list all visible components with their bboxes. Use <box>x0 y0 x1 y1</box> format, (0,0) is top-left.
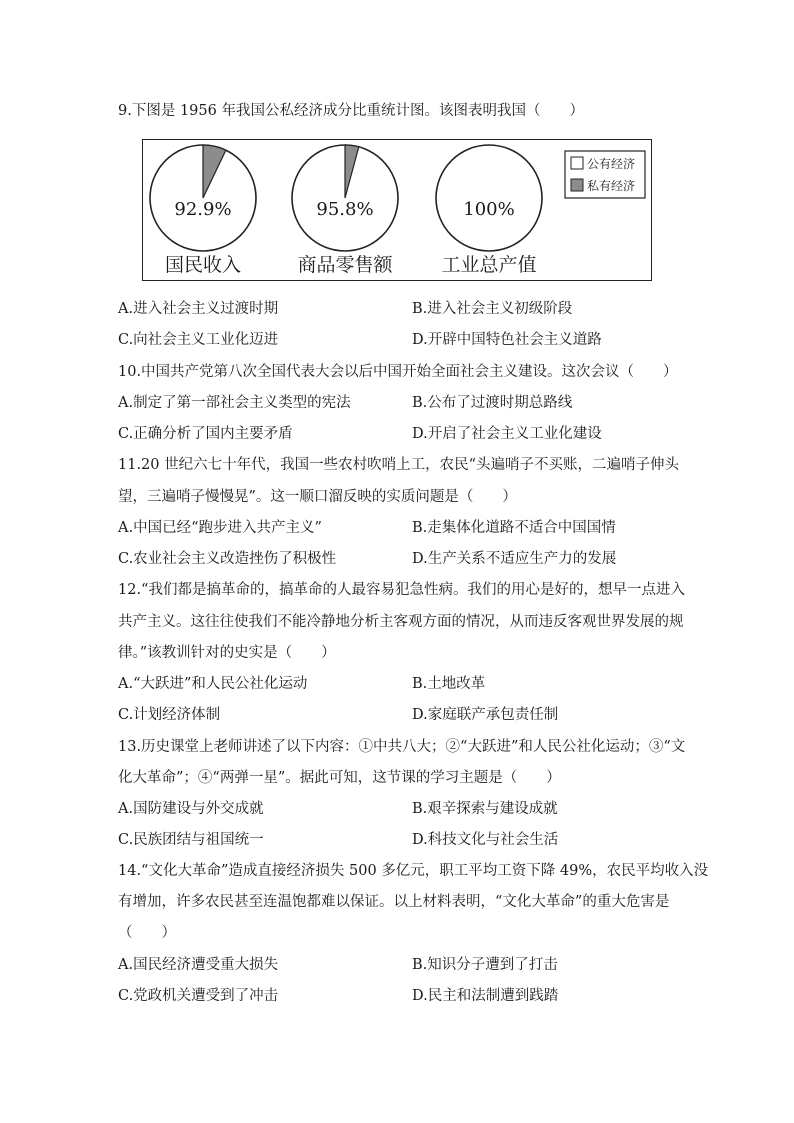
question-11-option-c[interactable]: C.农业社会主义改造挫伤了积极性 <box>118 551 337 567</box>
question-13-option-d[interactable]: D.科技文化与社会生活 <box>412 832 559 848</box>
pie-1-value-label: 92.9% <box>174 199 232 220</box>
question-14-option-d[interactable]: D.民主和法制遭到践踏 <box>412 988 559 1004</box>
question-9-option-d[interactable]: D.开辟中国特色社会主义道路 <box>412 332 602 348</box>
pie-2-value-label: 95.8% <box>316 199 374 220</box>
question-14-stem-line-3: （ ） <box>118 925 176 941</box>
question-12-option-a[interactable]: A.“大跃进”和人民公社化运动 <box>118 676 308 692</box>
question-9-option-b[interactable]: B.进入社会主义初级阶段 <box>412 301 573 317</box>
question-14-stem-line-2: 有增加，许多农民甚至连温饱都难以保证。以上材料表明，“文化大革命”的重大危害是 <box>118 894 670 910</box>
question-11-stem-line-2: 望，三遍哨子慢慢晃”。这一顺口溜反映的实质问题是（ ） <box>118 489 517 505</box>
pie-chart-svg <box>143 140 650 279</box>
question-11-option-a[interactable]: A.中国已经“跑步进入共产主义” <box>118 520 322 536</box>
question-12-option-b[interactable]: B.土地改革 <box>412 676 486 692</box>
question-11-option-d[interactable]: D.生产关系不适应生产力的发展 <box>412 551 617 567</box>
pie-3-public-slice <box>436 145 542 251</box>
question-12-option-d[interactable]: D.家庭联产承包责任制 <box>412 707 559 723</box>
question-14-option-a[interactable]: A.国民经济遭受重大损失 <box>118 957 279 973</box>
question-12-stem-line-2: 共产主义。这往往使我们不能冷静地分析主客观方面的情况，从而违反客观世界发展的规 <box>118 614 684 630</box>
pie-1-category-label: 国民收入 <box>164 254 242 276</box>
question-14-stem-line-1: 14.“文化大革命”造成直接经济损失 500 多亿元，职工平均工资下降 49%，农民平均收入没 <box>118 863 709 879</box>
pie-2-category-label: 商品零售额 <box>297 254 393 276</box>
question-13-option-a[interactable]: A.国防建设与外交成就 <box>118 801 264 817</box>
legend-private-swatch <box>571 179 583 191</box>
question-10-stem: 10.中国共产党第八次全国代表大会以后中国开始全面社会主义建设。这次会议（ ） <box>118 364 678 380</box>
pie-3-value-label: 100% <box>463 199 515 220</box>
question-14-option-b[interactable]: B.知识分子遭到了打击 <box>412 957 558 973</box>
legend-public-label: 公有经济 <box>587 157 636 171</box>
question-13-option-b[interactable]: B.艰辛探索与建设成就 <box>412 801 558 817</box>
question-14-option-c[interactable]: C.党政机关遭受到了冲击 <box>118 988 279 1004</box>
question-9-option-c[interactable]: C.向社会主义工业化迈进 <box>118 332 279 348</box>
question-10-option-c[interactable]: C.正确分析了国内主要矛盾 <box>118 426 293 442</box>
question-12-stem-line-1: 12.“我们都是搞革命的，搞革命的人最容易犯急性病。我们的用心是好的，想早一点进入 <box>118 582 685 598</box>
question-11-option-b[interactable]: B.走集体化道路不适合中国国情 <box>412 520 616 536</box>
question-9-stem: 9.下图是 1956 年我国公私经济成分比重统计图。该图表明我国（ ） <box>118 103 584 119</box>
question-13-stem-line-1: 13.历史课堂上老师讲述了以下内容：①中共八大；②“大跃进”和人民公社化运动；③“文 <box>118 739 686 755</box>
economy-pie-figure <box>142 139 652 281</box>
question-13-stem-line-2: 化大革命”；④“两弹一星”。据此可知，这节课的学习主题是（ ） <box>118 770 561 786</box>
question-12-stem-line-3: 律。”该教训针对的史实是（ ） <box>118 645 336 661</box>
question-10-option-b[interactable]: B.公布了过渡时期总路线 <box>412 395 573 411</box>
legend-public-swatch <box>571 157 583 169</box>
question-13-option-c[interactable]: C.民族团结与祖国统一 <box>118 832 264 848</box>
legend-private-label: 私有经济 <box>587 179 636 193</box>
question-11-stem-line-1: 11.20 世纪六七十年代，我国一些农村吹哨上工，农民“头遍哨子不买账，二遍哨子伸头 <box>118 457 680 473</box>
pie-3-category-label: 工业总产值 <box>441 254 537 276</box>
question-10-option-d[interactable]: D.开启了社会主义工业化建设 <box>412 426 602 442</box>
question-12-option-c[interactable]: C.计划经济体制 <box>118 707 221 723</box>
question-9-option-a[interactable]: A.进入社会主义过渡时期 <box>118 301 279 317</box>
question-10-option-a[interactable]: A.制定了第一部社会主义类型的宪法 <box>118 395 351 411</box>
